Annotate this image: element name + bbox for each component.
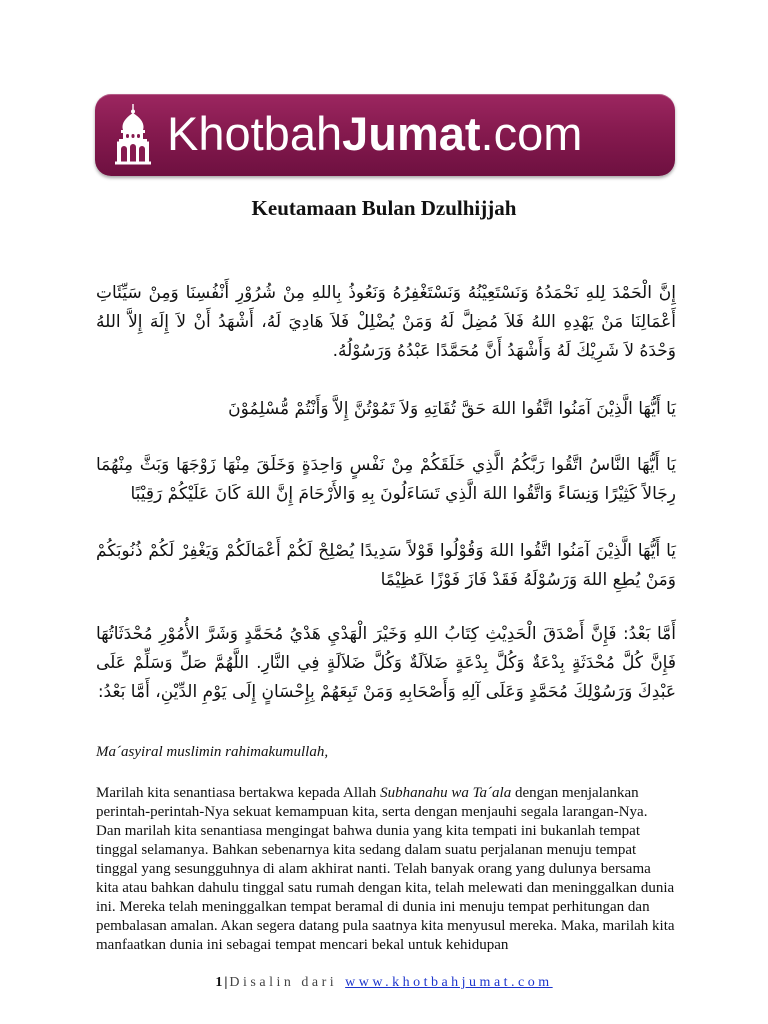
footer-source-text: Disalin dari (229, 975, 338, 990)
site-banner (95, 94, 675, 176)
page-footer (0, 975, 768, 991)
arabic-verse-3: يَا أَيُّهَا الَّذِيْنَ آمَنُوا اتَّقُوا اللهَ وَقُوْلُوا قَوْلاً سَدِيدًا يُصْلِحْ لَكُمْ أَعْمَالَكُمْ وَيَغْفِرْ لَكُمْ ذُنُوبَكُمْ وَمَنْ يُطِعِ اللهَ وَرَسُوْلَهُ فَقَدْ فَازَ فَوْزًا عَظِيْمًا (96, 541, 676, 590)
document-title: Keutamaan Bulan Dzulhijjah (251, 196, 517, 220)
body-text-2: dengan menjalankan perintah-perintah-Nya sekuat kemampuan kita, serta dengan menjauhi segala larangan-Nya. Dan marilah kita senantiasa mengingat bahwa dunia yang kita tempati ini bukanlah tempat tinggal selamanya. Bahkan sebenarnya kita sedang dalam suatu perjalanan menuju tempat tinggal yang sesungguhnya di alam akhirat nanti. Telah banyak orang yang dulunya bersama kita atau bahkan dahulu tinggal satu rumah dengan kita, telah melewati dan meninggalkan dunia ini. Mereka telah meninggalkan tempat beramal di dunia ini menuju tempat perhitungan dan pembalasan amalan. Akan segera datang pula saatnya kita menyusul mereka. Maka, marilah kita manfaatkan dunia ini sebagai tempat mencari bekal untuk kehidupan (96, 785, 675, 953)
footer-url-link[interactable]: www.khotbahjumat.com (345, 975, 553, 990)
mosque-icon (113, 104, 153, 166)
arabic-verse-1: يَا أَيُّهَا الَّذِيْنَ آمَنُوا اتَّقُوا اللهَ حَقَّ تُقَاتِهِ وَلاَ تَمُوْتُنَّ إِلاَّ وَأَنْتُمْ مُّسْلِمُوْنَ (228, 399, 676, 419)
greeting-line: Ma´asyiral muslimin rahimakumullah, (96, 744, 329, 760)
body-paragraph (96, 784, 676, 955)
arabic-amma-bad: أَمَّا بَعْدُ: فَإِنَّ أَصْدَقَ الْحَدِيْثِ كِتَابُ اللهِ وَخَيْرَ الْهَدْيِ هَدْيُ مُحَمَّدٍ وَشَرَّ الأُمُوْرِ مُحْدَثَاتُهَا فَإِنَّ كُلَّ مُحْدَثَةٍ بِدْعَةٌ وَكُلَّ بِدْعَةٍ ضَلاَلَةٌ وَكُلَّ ضَلاَلَةٍ فِي النَّارِ. اللَّهُمَّ صَلِّ وَسَلِّمْ عَلَى عَبْدِكَ وَرَسُوْلِكَ مُحَمَّدٍ وَعَلَى آلِهِ وَأَصْحَابِهِ وَمَنْ تَبِعَهُمْ بِإِحْسَانٍ إِلَى يَوْمِ الدِّيْنِ، أَمَّا بَعْدُ: (96, 624, 676, 702)
arabic-opening-paragraph: إِنَّ الْحَمْدَ لِلهِ نَحْمَدُهُ وَنَسْتَعِيْنُهُ وَنَسْتَغْفِرُهُ وَنَعُوذُ بِاللهِ مِنْ شُرُوْرِ أَنْفُسِنَا وَمِنْ سَيِّئَاتِ أَعْمَالِنَا مَنْ يَهْدِهِ اللهُ فَلاَ مُضِلَّ لَهُ وَمَنْ يُضْلِلْ فَلاَ هَادِيَ لَهُ، أَشْهَدُ أَنْ لاَ إِلَهَ إِلاَّ اللهُ وَحْدَهُ لاَ شَرِيْكَ لَهُ وَأَشْهَدُ أَنَّ مُحَمَّدًا عَبْدُهُ وَرَسُوْلُهُ. (96, 283, 676, 361)
page-number: 1 (215, 975, 223, 990)
brand-part-2: Jumat (342, 107, 481, 160)
brand-part-1: Khotbah (167, 107, 343, 160)
body-text-italic: Subhanahu wa Ta´ala (380, 785, 512, 801)
brand-part-3: .com (480, 107, 583, 160)
footer-separator: | (224, 975, 228, 990)
body-text-1: Marilah kita senantiasa bertakwa kepada Allah (96, 785, 381, 801)
arabic-verse-2: يَا أَيُّهَا النَّاسُ اتَّقُوا رَبَّكُمُ الَّذِي خَلَقَكُمْ مِنْ نَفْسٍ وَاحِدَةٍ وَخَلَقَ مِنْهَا زَوْجَهَا وَبَثَّ مِنْهُمَا رِجَالاً كَثِيْرًا وَنِسَاءً وَاتَّقُوا اللهَ الَّذِي تَسَاءَلُونَ بِهِ وَالأَرْحَامَ إِنَّ اللهَ كَانَ عَلَيْكُمْ رَقِيْبًا (96, 455, 676, 504)
site-logo-text (167, 102, 582, 166)
